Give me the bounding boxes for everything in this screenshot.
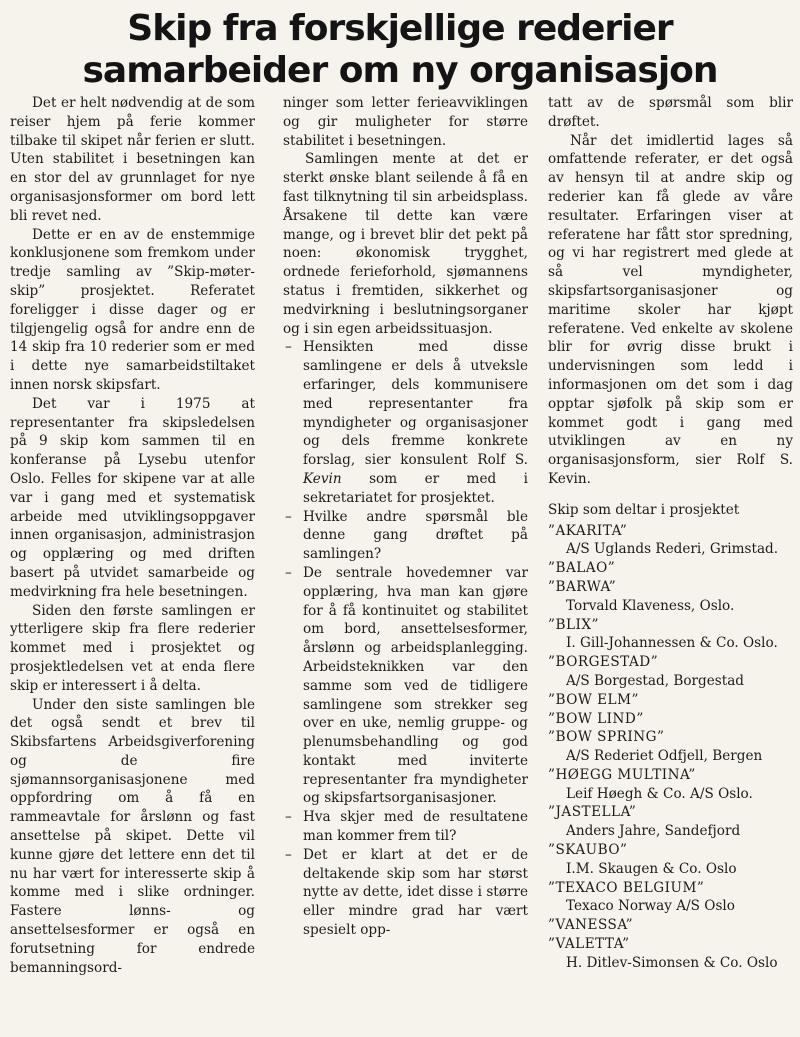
ship-name: ”BORGESTAD”	[548, 654, 659, 671]
ship-owner: A/S Rederiet Odfjell, Bergen	[566, 748, 763, 765]
ship-name: ”BOW ELM”	[548, 691, 639, 708]
ship-name: ”JASTELLA”	[548, 804, 637, 821]
paragraph: ninger som letter ferieavviklingen og gir muligheter for større stabilitet i besetningen.	[283, 95, 528, 149]
ship-name: ”BALAO”	[548, 560, 616, 577]
dash-paragraph	[283, 564, 528, 808]
ship-entry	[548, 766, 793, 804]
ship-name: ”VALETTA”	[548, 936, 630, 953]
paragraph: Dette er en av de enstemmige konklusjonene som fremkom under tredje samling av ”Skip-møter-skip” prosjektet. Referatet foreligger i disse dager og er tilgjengelig også for andre enn de 14 skip fra 10 rederier som er med i dette nye samarbeidstiltaket innen norsk skipsfart.	[10, 226, 255, 393]
ship-entry	[548, 691, 793, 710]
dash-paragraph	[283, 808, 528, 846]
ship-entry	[548, 803, 793, 841]
ship-name: ”BARWA”	[548, 578, 617, 595]
paragraph: Det er helt nødvendig at de som reiser hjem på ferie kommer tilbake til skipet når ferien er slutt. Uten stabilitet i besetningen kan en stor del av grunnlaget for nye organisasjonsformer om bord lett bli revet ned.	[10, 95, 255, 224]
ship-entry	[548, 841, 793, 879]
ship-owner: H. Ditlev-Simonsen & Co. Oslo	[566, 954, 778, 971]
ship-owner: Torvald Klaveness, Oslo.	[566, 597, 735, 614]
headline-line-2: samarbeider om ny organisasjon	[82, 50, 718, 91]
ship-list	[548, 522, 793, 973]
ship-name: ”BOW SPRING”	[548, 729, 665, 746]
ship-entry	[548, 559, 793, 578]
ship-name: ”BLIX”	[548, 616, 599, 633]
ship-entry	[548, 728, 793, 766]
text-run: Hensikten med disse samlingene er dels å utveksle erfaringer, dels kommunisere med representanter fra myndigheter og organisasjoner og dels fremme konkrete forslag, sier konsulent Rolf S.	[303, 339, 528, 469]
ship-entry	[548, 916, 793, 935]
ship-entry	[548, 653, 793, 691]
paragraph: Siden den første samlingen er ytterligere skip fra flere rederier kommet med i prosjektet og prosjektledelsen vet at enda flere skip er interessert i å delta.	[10, 602, 255, 694]
ships-heading: Skip som deltar i prosjektet	[548, 501, 740, 518]
ship-entry	[548, 935, 793, 973]
headline-line-1: Skip fra forskjellige rederier	[127, 8, 673, 49]
ship-name: ”AKARITA”	[548, 522, 628, 539]
ship-name: ”VANESSA”	[548, 917, 634, 934]
paragraph: Det var i 1975 at representanter fra skipsledelsen på 9 skip kom sammen til en konferanse på Lysebu utenfor Oslo. Felles for skipene var at alle var i gang med et systematisk arbeide med utviklingsoppgaver innen organisasjon, administrasjon og opplæring og med driften basert på utvidet samarbeide og medvirkning fra hele besetningen.	[10, 395, 255, 600]
ship-name: ”TEXACO BELGIUM”	[548, 879, 705, 896]
column-2	[283, 94, 528, 940]
headline	[0, 8, 800, 92]
text-run: De sentrale hovedemner var opplæring, hva man kan gjøre for å få kontinuitet og stabilitet om bord, ansettelsesformer, årslønn og arbeidsplanlegging. Arbeidsteknikken var den samme som ved de tidligere samlingene som strekker seg over en uke, nemlig gruppe- og plenumsbehandling og god kontakt med inviterte representanter fra myndigheter og skipsfartsorganisasjoner.	[303, 564, 528, 807]
ship-entry	[548, 522, 793, 560]
text-run: Det er klart at det er de deltakende skip som har størst nytte av dette, idet disse i større eller mindre grad har vært spesielt opp-	[303, 846, 528, 939]
ship-owner: A/S Borgestad, Borgestad	[566, 672, 744, 689]
paragraph: Samlingen mente at det er sterkt ønske blant seilende å få en fast tilknytning til sin arbeidsplass. Årsakene til dette kan være mange, og i brevet blir det pekt på noen: økonomisk trygghet, ordnede ferieforhold, sjømannens status i fremtiden, sikkerhet og medvirkning i beslutningsorganer og i sin egen arbeidssituasjon.	[283, 151, 528, 337]
paragraph: Når det imidlertid lages så omfattende referater, er det også av hensyn til at andre skip og rederier kan få glede av våre resultater. Erfaringen viser at referatene har fått stor spredning, og vi har registrert med glede at så vel myndigheter, skipsfartsorganisasjoner og maritime skoler har kjøpt referatene. Ved enkelte av skolene blir for øvrig disse brukt i undervisningen som ledd i informasjonen om det som i dag opptar sjøfolk på skip som er kommet godt i gang med utviklingen av en ny organisasjonsform, sier Rolf S. Kevin.	[548, 132, 793, 487]
interview-list	[283, 338, 528, 940]
ship-name: ”HØEGG MULTINA”	[548, 766, 696, 783]
dash-paragraph	[283, 508, 528, 564]
ship-entry	[548, 710, 793, 729]
ship-entry	[548, 616, 793, 654]
emphasis: Kevin	[303, 470, 342, 487]
ship-owner: I.M. Skaugen & Co. Oslo	[566, 860, 737, 877]
dash-paragraph	[283, 846, 528, 940]
ship-owner: A/S Uglands Rederi, Grimstad.	[566, 541, 779, 558]
ship-owner: Anders Jahre, Sandefjord	[566, 823, 741, 840]
text-run: Hvilke andre spørsmål ble denne gang drøftet på samlingen?	[303, 508, 528, 563]
text-run: Hva skjer med de resultatene man kommer frem til?	[303, 809, 528, 845]
paragraph: tatt av de spørsmål som blir drøftet.	[548, 95, 793, 130]
ship-entry	[548, 578, 793, 616]
dash-paragraph	[283, 338, 528, 507]
ship-name: ”BOW LIND”	[548, 710, 644, 727]
ship-entry	[548, 879, 793, 917]
ship-name: ”SKAUBO”	[548, 842, 628, 859]
ship-owner: I. Gill-Johannessen & Co. Oslo.	[566, 635, 778, 652]
text-run: som er med i sekretariatet for prosjektet.	[303, 470, 528, 506]
ship-owner: Texaco Norway A/S Oslo	[566, 898, 735, 915]
column-3	[548, 94, 793, 973]
paragraph: Under den siste samlingen ble det også sendt et brev til Skibsfartens Arbeidsgiverforening og de fire sjømannsorganisasjonene med oppfordring om å få en rammeavtale for årslønn og fast ansettelse på skipet. Dette vil kunne gjøre det lettere enn det til nu har vært for interesserte skip å komme med i slike ordninger. Fastere lønns- og ansettelsesformer er også en forutsetning for endrede bemanningsord-	[10, 696, 255, 976]
column-1	[10, 94, 255, 977]
ship-owner: Leif Høegh & Co. A/S Oslo.	[566, 785, 753, 802]
